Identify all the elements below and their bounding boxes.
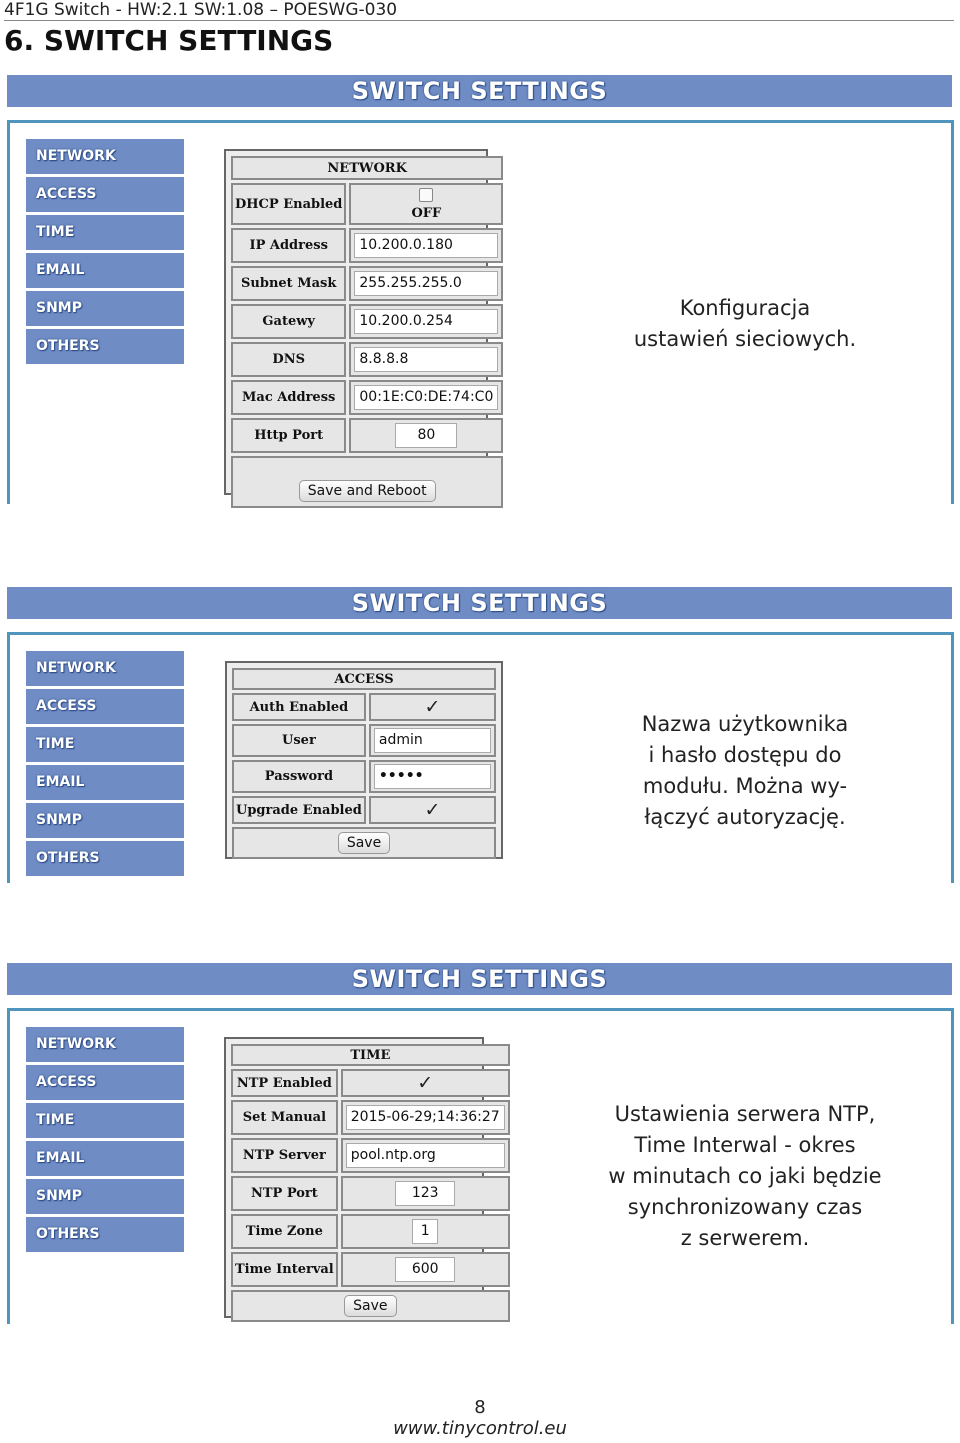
network-title: NETWORK — [231, 156, 503, 180]
menu-email[interactable]: EMAIL — [26, 765, 184, 800]
desc-line: Time Interwal - okres — [634, 1133, 856, 1157]
ntp-port-label: NTP Port — [231, 1176, 338, 1211]
desc-line: modułu. Można wy- — [642, 774, 848, 798]
gateway-label: Gatewy — [231, 304, 346, 339]
switch-settings-banner: SWITCH SETTINGS — [7, 75, 952, 107]
dns-label: DNS — [231, 342, 346, 377]
ntp-server-input[interactable]: pool.ntp.org — [346, 1143, 505, 1168]
access-description — [595, 709, 895, 833]
dhcp-checkbox[interactable] — [419, 188, 433, 202]
set-manual-input[interactable]: 2015-06-29;14:36:27 — [346, 1105, 505, 1130]
upgrade-label: Upgrade Enabled — [232, 796, 366, 824]
network-description — [595, 293, 895, 355]
section-access — [7, 587, 952, 880]
sidebar-menu — [26, 139, 184, 367]
time-zone-input[interactable]: 1 — [412, 1219, 438, 1244]
settings-panel — [7, 120, 954, 504]
switch-settings-banner: SWITCH SETTINGS — [7, 963, 952, 995]
dhcp-label: DHCP Enabled — [231, 183, 346, 225]
ntp-enabled-label: NTP Enabled — [231, 1069, 338, 1097]
ntp-port-input[interactable]: 123 — [395, 1181, 455, 1206]
menu-others[interactable]: OTHERS — [26, 841, 184, 876]
ip-label: IP Address — [231, 228, 346, 263]
desc-line: synchronizowany czas — [627, 1195, 863, 1219]
password-input[interactable]: ••••• — [374, 764, 491, 789]
sidebar-menu — [26, 1027, 184, 1255]
subnet-mask-input[interactable]: 255.255.255.0 — [354, 271, 498, 296]
menu-time[interactable]: TIME — [26, 215, 184, 250]
password-label: Password — [232, 760, 366, 793]
desc-line: Konfiguracja — [679, 296, 811, 320]
mac-label: Mac Address — [231, 380, 346, 415]
menu-access[interactable]: ACCESS — [26, 1065, 184, 1100]
access-title: ACCESS — [232, 668, 496, 690]
switch-settings-banner: SWITCH SETTINGS — [7, 587, 952, 619]
desc-line: i hasło dostępu do — [648, 743, 842, 767]
menu-others[interactable]: OTHERS — [26, 1217, 184, 1252]
time-form — [224, 1037, 500, 1318]
time-description — [595, 1099, 895, 1254]
save-button[interactable]: Save — [338, 832, 390, 854]
access-form — [225, 661, 503, 859]
dhcp-cell — [349, 183, 503, 225]
settings-panel — [7, 632, 954, 883]
section-network — [7, 75, 952, 501]
http-port-input[interactable]: 80 — [395, 423, 457, 448]
menu-snmp[interactable]: SNMP — [26, 803, 184, 838]
dhcp-state: OFF — [411, 205, 442, 221]
page-title: 6. SWITCH SETTINGS — [4, 24, 334, 57]
desc-line: łączyć autoryzację. — [644, 805, 846, 829]
menu-snmp[interactable]: SNMP — [26, 291, 184, 326]
menu-email[interactable]: EMAIL — [26, 1141, 184, 1176]
mask-label: Subnet Mask — [231, 266, 346, 301]
doc-header: 4F1G Switch - HW:2.1 SW:1.08 – POESWG-030 — [4, 0, 954, 21]
menu-access[interactable]: ACCESS — [26, 689, 184, 724]
section-time — [7, 963, 952, 1321]
menu-access[interactable]: ACCESS — [26, 177, 184, 212]
sidebar-menu — [26, 651, 184, 879]
desc-line: Nazwa użytkownika — [641, 712, 849, 736]
menu-network[interactable]: NETWORK — [26, 139, 184, 174]
time-interval-label: Time Interval — [231, 1252, 338, 1287]
auth-label: Auth Enabled — [232, 693, 366, 721]
user-input[interactable]: admin — [374, 728, 491, 753]
save-button[interactable]: Save — [344, 1295, 396, 1317]
desc-line: z serwerem. — [680, 1226, 810, 1250]
page-number: 8 — [474, 1397, 486, 1418]
save-and-reboot-button[interactable]: Save and Reboot — [299, 480, 436, 502]
menu-network[interactable]: NETWORK — [26, 1027, 184, 1062]
ntp-server-label: NTP Server — [231, 1138, 338, 1173]
time-interval-input[interactable]: 600 — [395, 1257, 455, 1282]
time-title: TIME — [231, 1044, 510, 1066]
ntp-enabled-checkbox-icon[interactable]: ✓ — [417, 1072, 434, 1094]
set-manual-label: Set Manual — [231, 1100, 338, 1135]
upgrade-checkbox-icon[interactable]: ✓ — [424, 799, 441, 821]
mac-input[interactable]: 00:1E:C0:DE:74:C0 — [354, 385, 498, 410]
menu-time[interactable]: TIME — [26, 727, 184, 762]
desc-line: ustawień sieciowych. — [633, 327, 857, 351]
footer-url[interactable]: www.tinycontrol.eu — [393, 1418, 567, 1439]
menu-email[interactable]: EMAIL — [26, 253, 184, 288]
settings-panel — [7, 1008, 954, 1324]
auth-checkbox-icon[interactable]: ✓ — [424, 696, 441, 718]
desc-line: Ustawienia serwera NTP, — [614, 1102, 876, 1126]
network-form — [224, 149, 494, 499]
desc-line: w minutach co jaki będzie — [608, 1164, 882, 1188]
ip-input[interactable]: 10.200.0.180 — [354, 233, 498, 258]
menu-time[interactable]: TIME — [26, 1103, 184, 1138]
dns-input[interactable]: 8.8.8.8 — [354, 347, 498, 372]
http-port-label: Http Port — [231, 418, 346, 453]
menu-snmp[interactable]: SNMP — [26, 1179, 184, 1214]
time-zone-label: Time Zone — [231, 1214, 338, 1249]
menu-others[interactable]: OTHERS — [26, 329, 184, 364]
menu-network[interactable]: NETWORK — [26, 651, 184, 686]
gateway-input[interactable]: 10.200.0.254 — [354, 309, 498, 334]
user-label: User — [232, 724, 366, 757]
